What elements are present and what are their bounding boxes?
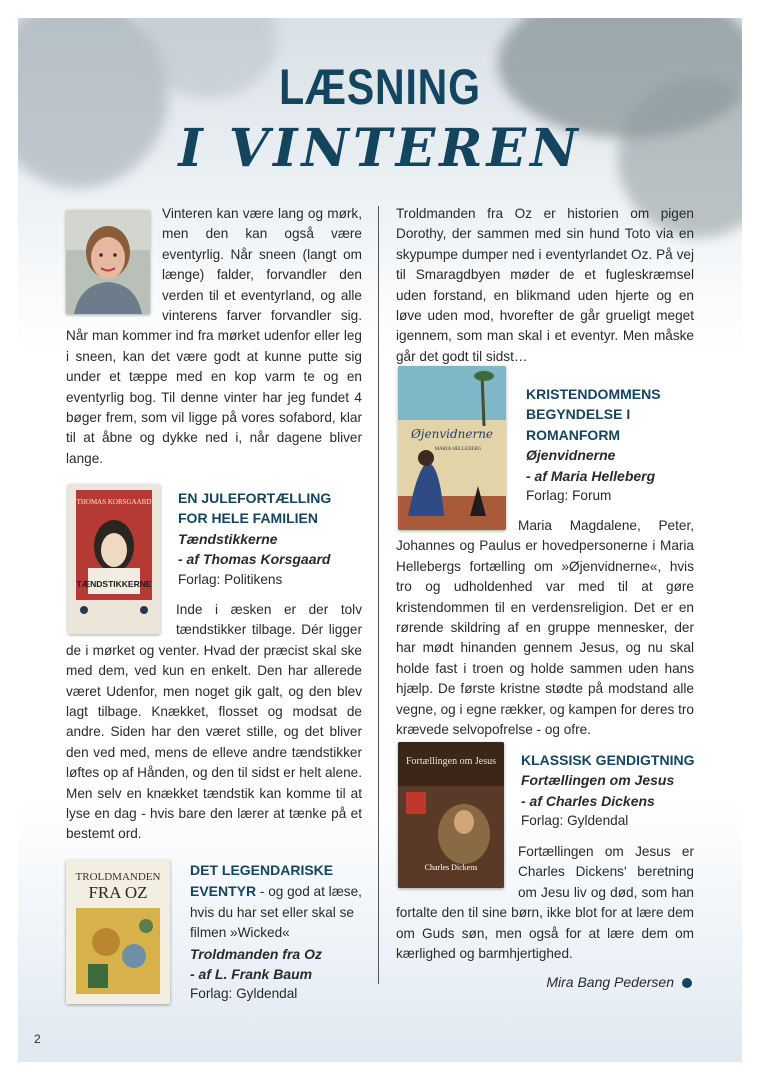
- cover-title-text: Fortællingen om Jesus: [405, 756, 497, 767]
- cover-spacer: [396, 842, 518, 900]
- book-4-author: - af Charles Dickens: [521, 792, 655, 809]
- page-number: 2: [34, 1032, 41, 1046]
- book-3-publisher: Forlag: Forum: [526, 488, 612, 504]
- cover-top-text: THOMAS KORSGAARD: [76, 498, 152, 506]
- book-cover-troldmanden-fra-oz: [66, 860, 170, 1004]
- page-title-line2: I VINTEREN: [178, 118, 582, 179]
- book-4-heading: KLASSISK GENDIGTNING: [521, 752, 695, 768]
- book-1-info: [178, 488, 364, 590]
- book-3-heading: KRISTENDOMMENS BEGYNDELSE I ROMANFORM: [526, 386, 661, 443]
- cover-title-text: Øjenvidnerne: [410, 427, 494, 441]
- book-2-publisher: Forlag: Gyldendal: [190, 986, 298, 1002]
- intro-text: [66, 204, 362, 469]
- end-dot-icon: [682, 978, 692, 988]
- book-4-title: Fortællingen om Jesus: [521, 772, 675, 789]
- cover-spacer: [66, 600, 176, 640]
- book-4-text: Fortællingen om Jesus er Charles Dickens' beretning om Jesu liv og død, som han fortalte den til sine børn, ikke blot for at lære dem om Guds søn, men også for at lære dem om kærlighed og barmhjertighed.: [396, 844, 694, 962]
- intro-paragraph: Vinteren kan være lang og mørk, men den kan også være eventyrlig. Når sneen (langt om længe) falder, forvandler den verden til et eventyrland, og alle vinterens farver forvandler sig. Når man kommer ind fra mørket udenfor eller leg i sneen, kan det være godt at kunne putte sig under et tæppe med en kop varm te og en eventyrlig bog. Til denne vinter har jeg fundet 4 bøger frem, som vil ligge på vores sofabord, klar til at åbne og dykke ned i, når dagene bliver lange.: [66, 206, 362, 466]
- book-2-info: [190, 860, 364, 1005]
- book-3-info: [526, 384, 694, 506]
- cover-author-text: Charles Dickens: [424, 863, 478, 872]
- cover-author-text: MARIA HELLEBERG: [434, 447, 482, 452]
- page-title-line1: LÆSNING: [279, 59, 481, 115]
- book-3-author: - af Maria Helleberg: [526, 467, 656, 484]
- book-2-body: [396, 204, 694, 367]
- book-3-body: [396, 516, 694, 740]
- book-1-title: Tændstikkerne: [178, 530, 278, 547]
- cover-spacer: [396, 516, 518, 536]
- book-1-publisher: Forlag: Politikens: [178, 571, 283, 587]
- book-2-heading: DET LEGENDARISKE EVENTYR: [190, 862, 334, 900]
- photo-spacer: [66, 204, 162, 316]
- magazine-page: [18, 18, 742, 1062]
- cover-top-text: TROLDMANDEN: [75, 871, 161, 883]
- book-3-text: Maria Magdalene, Peter, Johannes og Paulus er hovedpersonerne i Maria Hellebergs fortælling om »Øjenvidnerne«, hvis tro og udholdenhed var med til at gøre kristendommen til en verdensreligion. Det er en rørende skildring af en gruppe mennesker, der har mødt hinanden gennem Jesus, og nu skal holde fast i troen og holde sammen uden hans hjælp. De første kristne stødte på modstand alle vegne, og i egne rækker, og kampen for deres tro krævede selvopofrelse - og ofre.: [396, 518, 694, 738]
- signature-text: Mira Bang Pedersen: [546, 974, 674, 990]
- book-1-body: [66, 600, 362, 845]
- book-4-publisher: Forlag: Gyldendal: [521, 813, 629, 829]
- book-2-heading-tail: - og god at læse, hvis du har set eller skal se filmen »Wicked«: [190, 884, 362, 941]
- book-cover-oejenvidnerne: [398, 366, 506, 530]
- book-1-author: - af Thomas Korsgaard: [178, 551, 331, 568]
- cover-title-text: FRA OZ: [88, 883, 148, 902]
- book-1-heading: EN JULEFORTÆLLING FOR HELE FAMILIEN: [178, 490, 332, 527]
- book-4-info: [521, 750, 695, 832]
- author-signature: [546, 974, 692, 990]
- book-2-text: Troldmanden fra Oz er historien om pigen Dorothy, der sammen med sin hund Toto via en skypumpe dumper ned i eventyrlandet Oz. På vej til Smaragdbyen møder de et fugleskræmsel uden forstand, en blikmand uden hjerte og en løve uden mod, hvorefter de går grueligt meget igennem, som man skal i et eventyr. Men måske går det godt til sidst…: [396, 206, 694, 364]
- book-2-title: Troldmanden fra Oz: [190, 945, 322, 962]
- book-3-title: Øjenvidnerne: [526, 447, 616, 464]
- column-divider: [378, 206, 379, 984]
- book-1-text: Inde i æsken er der tolv tændstikker tilbage. Dér ligger de i mørket og venter. Hvad der præcist skal ske med dem, ved kun en enkelt. Den har allerede været Udenfor, men noget gik galt, og den blev lagt tilbage. Knækket, flosset og modsat de andre. Siden har den været stille, og det bliver den ved med, mens de elleve andre tændstikker løftes op af Hånden, og den til sidst er helt alene. Men selv en knækket tændstik kan komme til at lyse en dag - hvis bare den lærer at tænke på et bestemt ord.: [66, 602, 362, 842]
- book-4-body: [396, 842, 694, 964]
- book-2-author: - af L. Frank Baum: [190, 966, 313, 983]
- cover-title-text: TÆNDSTIKKERNE: [76, 579, 152, 589]
